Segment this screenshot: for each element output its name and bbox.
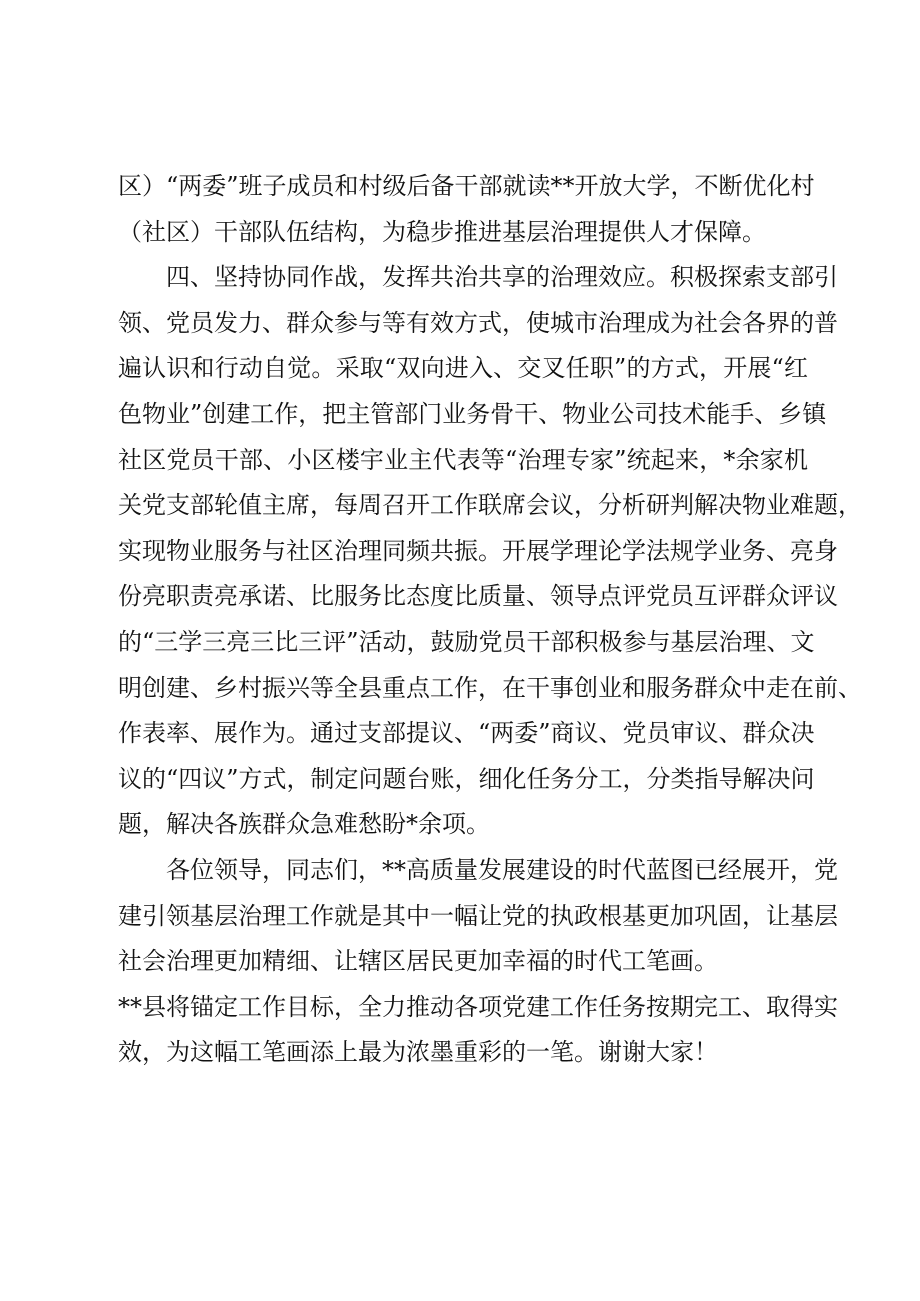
text-line: 区）“两委”班子成员和村级后备干部就读**开放大学，不断优化村	[118, 172, 815, 200]
text-line: 实现物业服务与社区治理同频共振。开展学理论学法规学业务、亮身	[118, 536, 838, 565]
paragraph-3	[118, 848, 838, 1076]
paragraph-2	[118, 255, 862, 848]
text-line: 领、党员发力、群众参与等有效方式，使城市治理成为社会各界的普	[118, 308, 838, 337]
text-line: （社区）干部队伍结构，为稳步推进基层治理提供人才保障。	[118, 217, 766, 246]
text-line: 作表率、展作为。通过支部提议、“两委”商议、党员审议、群众决	[118, 719, 815, 748]
text-line: 关党支部轮值主席，每周召开工作联席会议，分析研判解决物业难题，	[118, 491, 862, 520]
text-line: 社区党员干部、小区楼宇业主代表等“治理专家”统起来，*余家机	[118, 445, 808, 474]
text-line: 题，解决各族群众急难愁盼*余项。	[118, 810, 490, 839]
text-line: 各位领导，同志们，**高质量发展建设的时代蓝图已经展开，党	[166, 855, 838, 884]
text-line: 议的“四议”方式，制定问题台账，细化任务分工，分类指导解决问	[118, 764, 815, 793]
text-line: 色物业”创建工作，把主管部门业务骨干、物业公司技术能手、乡镇	[118, 399, 827, 428]
document-body	[118, 164, 862, 1076]
text-line: 份亮职责亮承诺、比服务比态度比质量、领导点评党员互评群众评议	[118, 582, 838, 611]
text-line: 明创建、乡村振兴等全县重点工作，在干事创业和服务群众中走在前、	[118, 673, 862, 702]
text-line: 社会治理更加精细、让辖区居民更加幸福的时代工笔画。	[118, 947, 718, 976]
text-line: 建引领基层治理工作就是其中一幅让党的执政根基更加巩固，让基层	[118, 901, 838, 930]
paragraph-1	[118, 164, 815, 255]
text-line: 遍认识和行动自觉。采取“双向进入、交叉任职”的方式，开展“红	[118, 354, 808, 383]
text-line: 的“三学三亮三比三评”活动，鼓励党员干部积极参与基层治理、文	[118, 627, 815, 656]
text-line: 四、坚持协同作战，发挥共治共享的治理效应。积极探索支部引	[166, 263, 838, 292]
text-line: **县将锚定工作目标，全力推动各项党建工作任务按期完工、取得实	[118, 992, 838, 1021]
text-line: 效，为这幅工笔画添上最为浓墨重彩的一笔。谢谢大家！	[118, 1038, 718, 1067]
